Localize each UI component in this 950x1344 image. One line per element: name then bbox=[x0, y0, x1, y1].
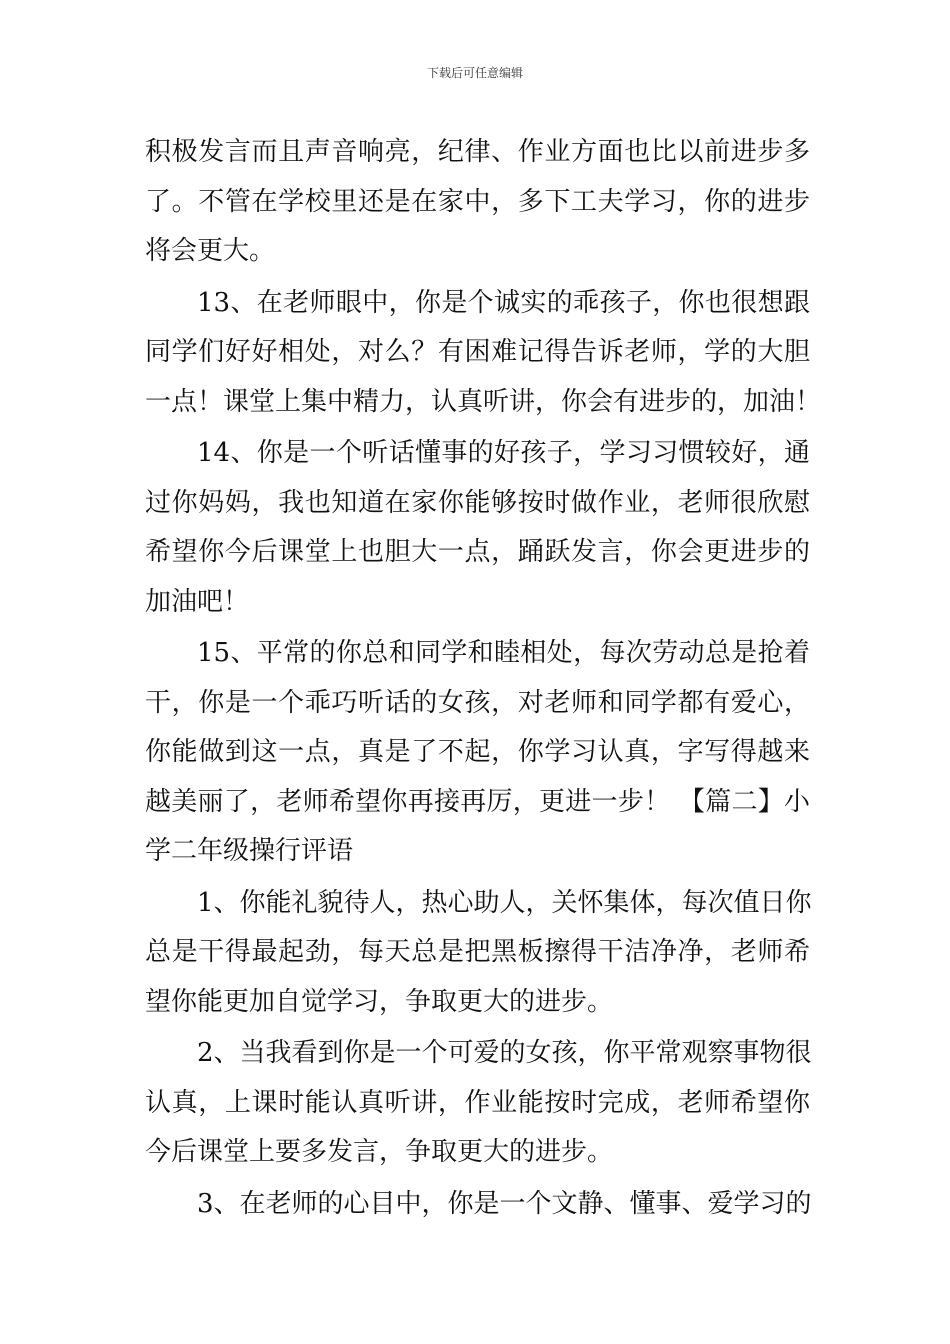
text-line: 将会更大。 bbox=[145, 236, 276, 266]
paragraph-item-3 bbox=[145, 1180, 810, 1230]
text-line: 加油吧！ bbox=[145, 586, 250, 617]
text-line: 1、你能礼貌待人，热心助人，关怀集体，每次值日你 bbox=[197, 887, 812, 918]
text-line: 你能做到这一点，真是了不起，你学习认真，字写得越来 bbox=[145, 737, 810, 767]
text-line: 2、当我看到你是一个可爱的女孩，你平常观察事物很 bbox=[197, 1038, 812, 1068]
text-line: 学二年级操行评语 bbox=[145, 836, 354, 866]
page-header: 下载后可任意编辑 bbox=[426, 66, 523, 80]
paragraph-continuation bbox=[145, 128, 810, 277]
text-line: 干，你是一个乖巧听话的女孩，对老师和同学都有爱心， bbox=[145, 687, 810, 718]
text-line: 3、在老师的心目中，你是一个文静、懂事、爱学习的 bbox=[197, 1188, 812, 1219]
text-line: 一点！课堂上集中精力，认真听讲，你会有进步的，加油！ bbox=[145, 386, 822, 417]
text-line: 越美丽了，老师希望你再接再厉，更进一步！ 【篇二】小 bbox=[145, 786, 810, 817]
paragraph-item-14 bbox=[145, 429, 810, 627]
text-line: 希望你今后课堂上也胆大一点，踊跃发言，你会更进步的 bbox=[145, 537, 810, 567]
text-line: 15、平常的你总和同学和睦相处，每次劳动总是抢着 bbox=[197, 638, 810, 668]
text-line: 13、在老师眼中，你是个诚实的乖孩子，你也很想跟 bbox=[197, 287, 810, 318]
document-body bbox=[145, 128, 822, 1231]
text-line: 同学们好好相处，对么？有困难记得告诉老师，学的大胆 bbox=[145, 337, 810, 367]
text-line: 今后课堂上要多发言，争取更大的进步。 bbox=[145, 1137, 614, 1167]
text-line: 过你妈妈，我也知道在家你能够按时做作业，老师很欣慰 bbox=[145, 487, 810, 518]
text-line: 认真，上课时能认真听讲，作业能按时完成，老师希望你 bbox=[145, 1087, 810, 1118]
paragraph-item-15 bbox=[145, 629, 810, 877]
paragraph-item-13 bbox=[145, 279, 822, 428]
paragraph-item-1 bbox=[145, 879, 810, 1028]
text-line: 14、你是一个听话懂事的好孩子，学习习惯较好，通 bbox=[197, 438, 810, 468]
text-line: 望你能更加自觉学习，争取更大的进步。 bbox=[145, 986, 614, 1017]
text-line: 总是干得最起劲，每天总是把黑板擦得干洁净净，老师希 bbox=[145, 937, 810, 967]
text-line: 积极发言而且声音响亮，纪律、作业方面也比以前进步多 bbox=[145, 137, 810, 167]
paragraph-item-2 bbox=[145, 1029, 810, 1178]
text-line: 了。不管在学校里还是在家中，多下工夫学习，你的进步 bbox=[145, 186, 810, 217]
